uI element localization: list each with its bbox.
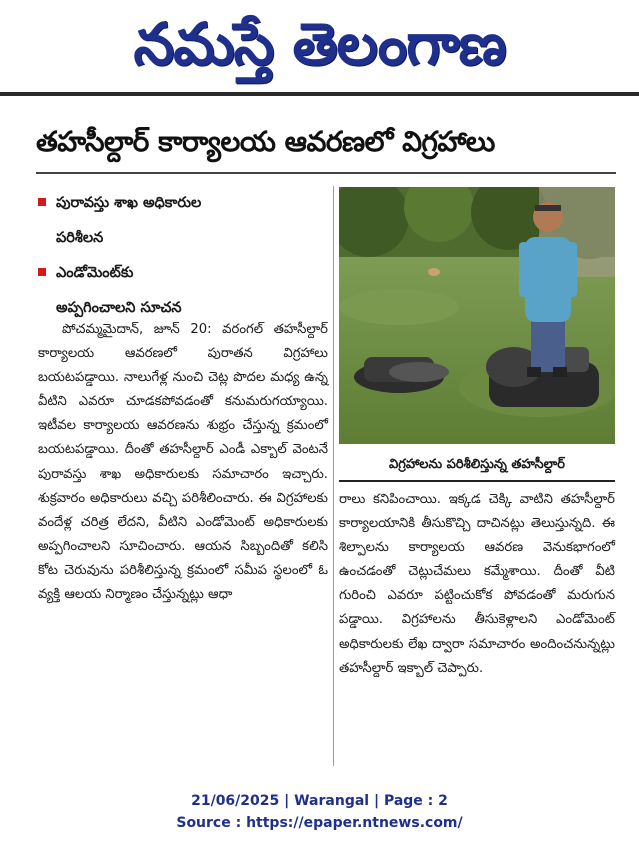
bullet-square-icon [38,198,46,206]
sub-headline-bullets [38,186,328,326]
photo-caption: విగ్రహాలను పరిశీలిస్తున్న తహసీల్దార్ [389,457,565,472]
page-footer [0,790,639,834]
newspaper-masthead: నమస్తే తెలంగాణ [133,10,506,78]
photo-illustration [339,187,615,444]
article-paragraph: పోచమ్మమైదాన్, జూన్ 20: వరంగల్ తహసీల్దార్ కార్యాలయ ఆవరణలో పురాతన విగ్రహాలు బయటపడ్డాయి. నాలుగేళ్ల నుంచి చెట్ల పొదల మధ్య ఉన్న వీటిని ఎవరూ చూడకపోవడంతో కనుమరుగయ్యాయి. ఇటీవల కార్యాలయ ఆవరణను శుభ్రం చేస్తున్న క్రమంలో బయటపడ్డాయి. దీంతో తహసీల్దార్ ఎండీ ఎక్బాల్ వెంటనే పురావస్తు శాఖ అధికారులకు సమాచారం ఇచ్చారు. శుక్రవారం అధికారులు వచ్చి పరిశీలించారు. ఈ విగ్రహాలకు వందేళ్ల చరిత్ర లేదని, వీటిని ఎండోమెంట్ అధికారులకు అప్పగించాలని సూచించారు. ఆయన సిబ్బందితో కలిసి కోట చెరువును పరిశీలిస్తున్న క్రమంలో సమీప స్థలంలో ఓ వ్యక్తి ఆలయ నిర్మాణం చేస్తున్నట్లు ఆధా [38,322,328,603]
article-body-left [38,318,328,778]
caption-rule [339,480,615,482]
bullet-line: పురావస్తు శాఖ అధికారుల [56,195,202,211]
footer-source: Source : https://epaper.ntnews.com/ [176,815,463,831]
footer-dateline: 21/06/2025 | Warangal | Page : 2 [191,793,448,809]
bullet-square-icon [38,268,46,276]
bullet-item [38,186,328,256]
masthead-rule [0,92,639,96]
column-divider [333,186,334,766]
article-body-right [339,488,615,768]
headline-rule [36,172,616,174]
article-photo [339,187,615,444]
article-headline: తహసీల్దార్ కార్యాలయ ఆవరణలో విగ్రహాలు [36,125,495,158]
article-paragraph: రాలు కనిపించాయి. ఇక్కడ చెక్కి వాటిని తహసీల్దార్ కార్యాలయానికి తీసుకొచ్చి దాచినట్లు తెలుస్తున్నది. ఈ శిల్పాలను కార్యాలయ ఆవరణ వెనుకభాగంలో ఉంచడంతో చెట్లుచేమలు కమ్మేశాయి. దీంతో వీటి గురించి ఎవరూ పట్టించుకోక పోవడంతో మరుగున పడ్డాయి. విగ్రహాలను తీసుకెళ్లాలని ఎండోమెంట్ అధికారులకు లేఖ ద్వారా సమాచారం అందించనున్నట్లు తహసీల్దార్ ఇక్బాల్ చెప్పారు. [339,492,615,676]
bullet-item [38,256,328,326]
bullet-line: అప్పగించాలని సూచన [56,300,182,316]
bullet-line: ఎండోమెంట్‌కు [56,265,134,281]
bullet-line: పరిశీలన [56,230,104,246]
